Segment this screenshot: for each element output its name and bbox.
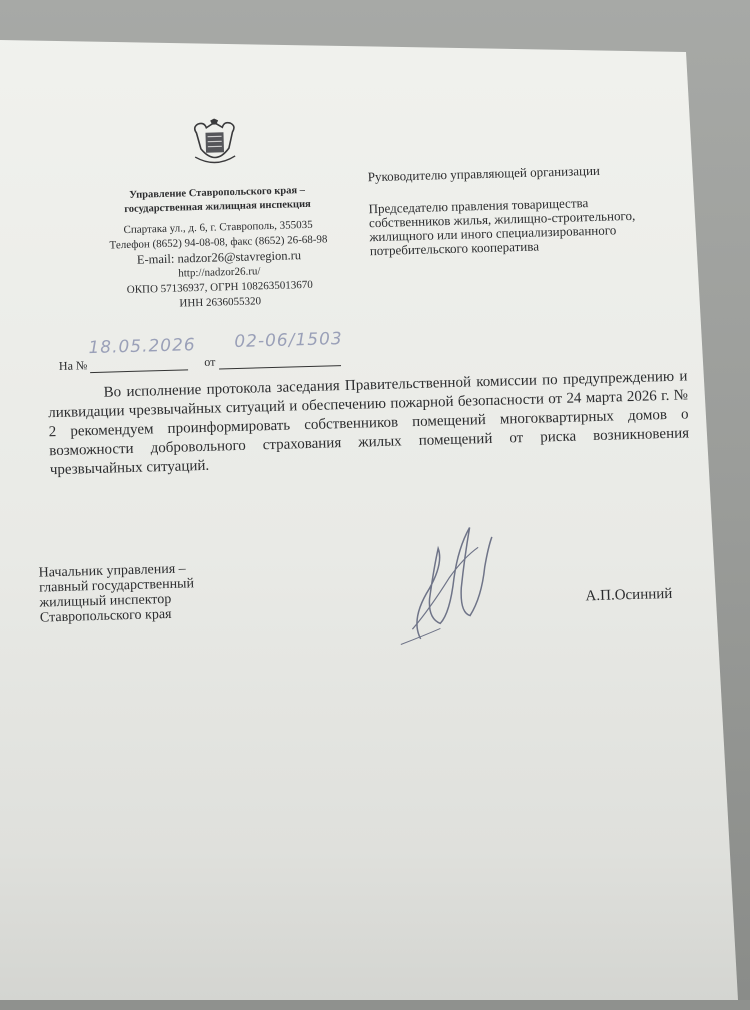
coat-of-arms-icon xyxy=(190,118,239,169)
signer-name: А.П.Осинний xyxy=(585,585,673,605)
email: E-mail: nadzor26@stavregion.ru xyxy=(136,248,302,267)
position-line-3: жилищный инспектор xyxy=(39,591,172,611)
number-blank xyxy=(90,357,188,373)
body-paragraph: Во исполнение протокола заседания Правительственной комиссии по предупреждению и ликвидации чрезвычайных ситуаций и обеспечению пожарной безопасности от 24 марта 2026 г. № 2 рекомендуем проинформировать собственников помещений многоквартирных домов о возможности добровольного страхования жилых помещений от риска возникновения чрезвычайных ситуаций. xyxy=(48,368,690,479)
recipient-line-2: Председателю правления товарищества собственников жилья, жилищно-строительного, жилищного или иного специализированного потребительского кооператива xyxy=(368,195,636,259)
position-line-1: Начальник управления – xyxy=(38,561,186,581)
website: http://nadzor26.ru/ xyxy=(178,265,261,280)
recipient-line-1: Руководителю управляющей организации xyxy=(367,162,601,185)
recipient xyxy=(368,162,670,258)
org-line-2: государственная жилищная инспекция xyxy=(124,198,311,216)
handwritten-date: 18.05.2026 xyxy=(88,335,197,359)
date-blank xyxy=(218,353,340,369)
address: Спартака ул., д. 6, г. Ставрополь, 355035 xyxy=(123,218,313,237)
org-line-1: Управление Ставропольского края – xyxy=(129,185,306,201)
okpo-ogrn: ОКПО 57136937, ОГРН 1082635013670 xyxy=(126,278,313,297)
handwritten-number: 02-06/1503 xyxy=(234,329,343,353)
na-label: На № xyxy=(58,358,88,373)
contact-info xyxy=(73,216,365,314)
ot-label: от xyxy=(204,354,216,369)
handwritten-signature xyxy=(387,517,501,650)
letter-body xyxy=(47,367,689,480)
position-line-4: Ставропольского края xyxy=(39,606,172,626)
inn: ИНН 2636055320 xyxy=(179,295,262,310)
organization-name xyxy=(82,183,353,219)
position-line-2: главный государственный xyxy=(38,576,195,596)
phone: Телефон (8652) 94-08-08, факс (8652) 26-68-98 xyxy=(109,233,328,252)
signatory-position xyxy=(38,559,270,625)
